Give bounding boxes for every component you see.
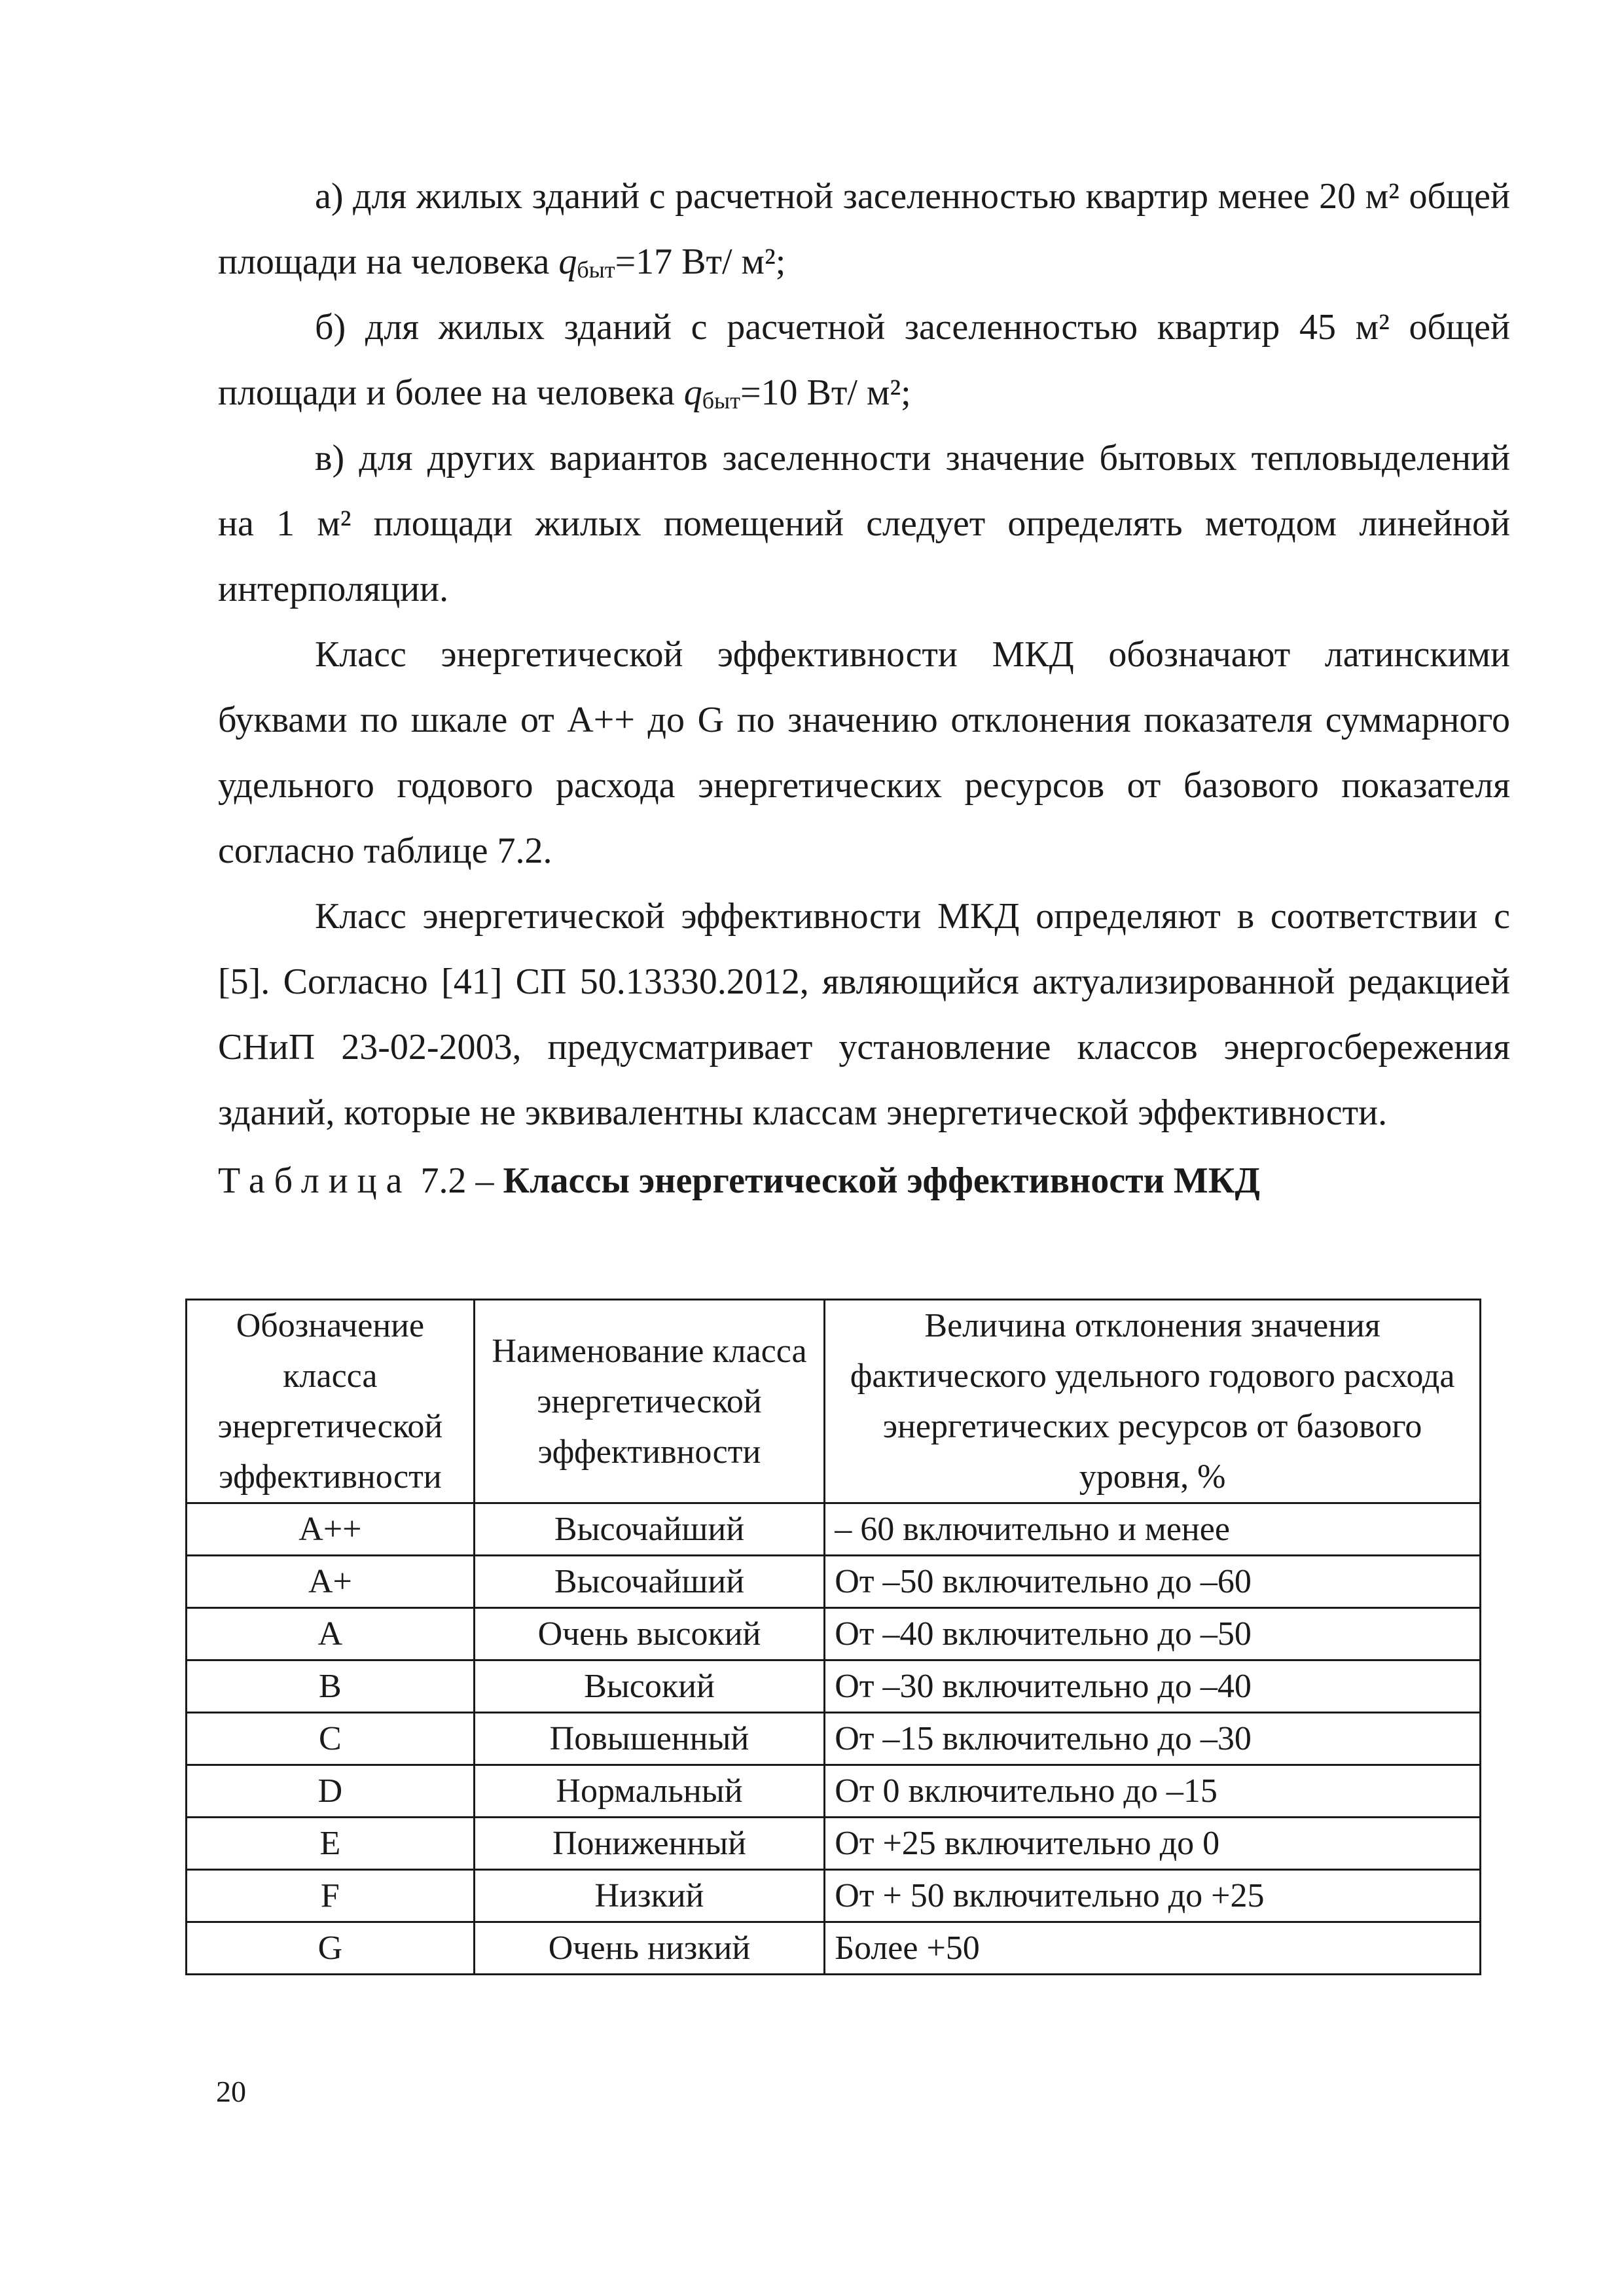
paragraph-b-text: б) для жилых зданий с расчетной заселенностью квартир 45 м² общей площади и более на человека [218, 307, 1510, 413]
table-row [187, 1556, 1481, 1608]
table-caption-label: Таблица [218, 1160, 412, 1201]
cell-deviation: От –50 включительно до –60 [825, 1556, 1481, 1608]
cell-class: В [187, 1660, 475, 1713]
paragraph-a-value: =17 Вт/ м²; [615, 242, 786, 282]
cell-name: Пониженный [474, 1818, 824, 1870]
cell-deviation: От 0 включительно до –15 [825, 1765, 1481, 1818]
energy-classes-table [185, 1299, 1481, 1975]
table-row [187, 1608, 1481, 1660]
cell-class: А++ [187, 1503, 475, 1556]
cell-deviation: От –15 включительно до –30 [825, 1713, 1481, 1765]
header-name: Наименование класса энергетической эффективности [474, 1300, 824, 1503]
cell-deviation: От –30 включительно до –40 [825, 1660, 1481, 1713]
cell-deviation: Более +50 [825, 1922, 1481, 1975]
cell-class: F [187, 1870, 475, 1922]
table-row [187, 1713, 1481, 1765]
paragraph-c: в) для других вариантов заселенности значение бытовых тепловыделений на 1 м² площади жилых помещений следует определять методом линейной интерполяции. [218, 438, 1510, 609]
cell-class: А [187, 1608, 475, 1660]
paragraph-a-text: а) для жилых зданий с расчетной заселенностью квартир менее 20 м² общей площади на человека [218, 176, 1510, 282]
cell-name: Высочайший [474, 1556, 824, 1608]
cell-name: Высокий [474, 1660, 824, 1713]
cell-deviation: От –40 включительно до –50 [825, 1608, 1481, 1660]
table-row [187, 1503, 1481, 1556]
table-row [187, 1765, 1481, 1818]
cell-name: Высочайший [474, 1503, 824, 1556]
table-row [187, 1818, 1481, 1870]
table-row [187, 1660, 1481, 1713]
cell-class: D [187, 1765, 475, 1818]
paragraph-class-determination: Класс энергетической эффективности МКД определяют в соответствии с [5]. Согласно [41] СП 50.13330.2012, являющийся актуализированной редакцией СНиП 23-02-2003, предусматривает установление классов энергосбережения зданий, которые не эквивалентны классам энергетической эффективности. [218, 896, 1510, 1133]
cell-name: Очень высокий [474, 1608, 824, 1660]
cell-name: Нормальный [474, 1765, 824, 1818]
q-subscript: быт [577, 257, 615, 283]
table-caption-number: 7.2 – [420, 1160, 494, 1201]
cell-class: Е [187, 1818, 475, 1870]
table-caption [218, 1148, 1510, 1213]
header-deviation: Величина отклонения значения фактического удельного годового расхода энергетических ресурсов от базового уровня, % [825, 1300, 1481, 1503]
cell-deviation: – 60 включительно и менее [825, 1503, 1481, 1556]
table-header-row [187, 1300, 1481, 1503]
paragraph-a [218, 164, 1510, 295]
table-caption-title: Классы энергетической эффективности МКД [503, 1160, 1260, 1201]
paragraph-b-value: =10 Вт/ м²; [740, 372, 911, 413]
cell-class: С [187, 1713, 475, 1765]
page-body [218, 164, 1510, 1213]
q-subscript: быт [702, 387, 740, 414]
page-number: 20 [216, 2075, 246, 2108]
cell-class: А+ [187, 1556, 475, 1608]
table-row [187, 1870, 1481, 1922]
table-row [187, 1922, 1481, 1975]
header-designation: Обозначение класса энергетической эффективности [187, 1300, 475, 1503]
cell-class: G [187, 1922, 475, 1975]
cell-name: Повышенный [474, 1713, 824, 1765]
cell-name: Очень низкий [474, 1922, 824, 1975]
paragraph-class-designation: Класс энергетической эффективности МКД обозначают латинскими буквами по шкале от А++ до G по значению отклонения показателя суммарного удельного годового расхода энергетических ресурсов от базового показателя согласно таблице 7.2. [218, 634, 1510, 871]
cell-name: Низкий [474, 1870, 824, 1922]
q-symbol: q [683, 372, 702, 413]
cell-deviation: От +25 включительно до 0 [825, 1818, 1481, 1870]
cell-deviation: От + 50 включительно до +25 [825, 1870, 1481, 1922]
q-symbol: q [558, 242, 577, 282]
paragraph-b [218, 295, 1510, 425]
